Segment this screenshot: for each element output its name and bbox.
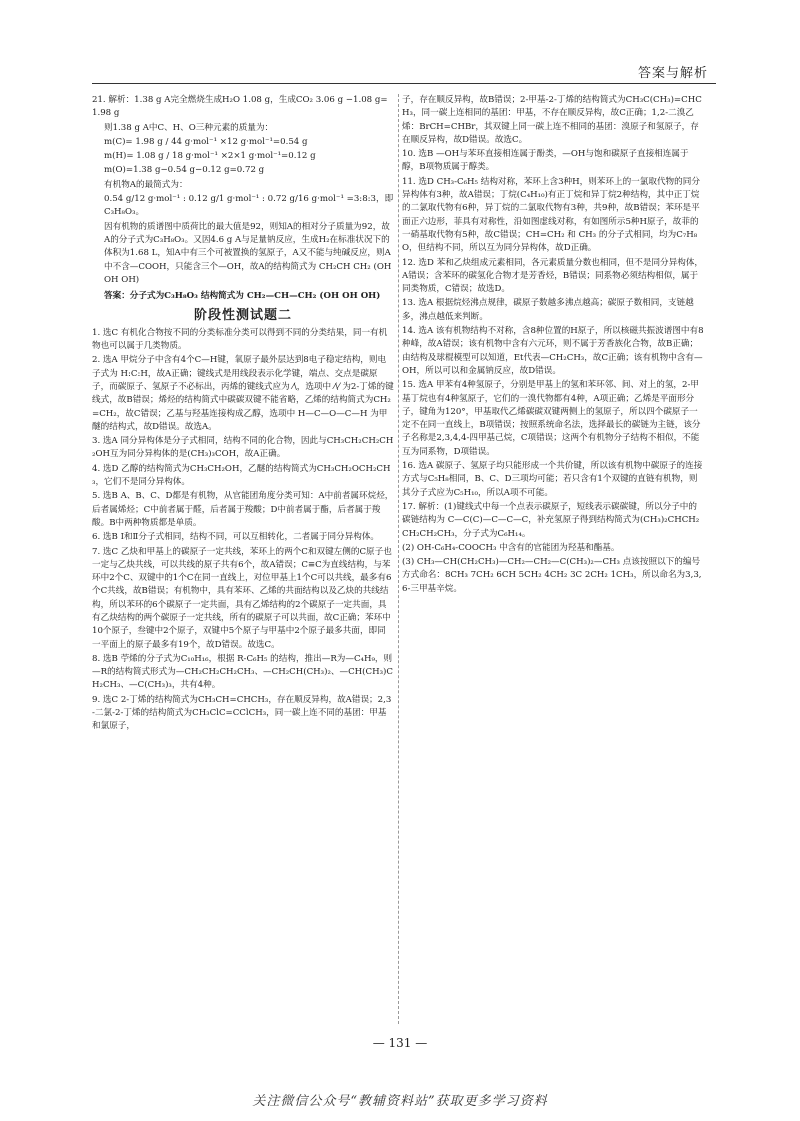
question-item: 8. 选B 苧烯的分子式为C₁₀H₁₆，根据 R-C₆H₅ 的结构，推出—R为—C₄H₉，则—R的结构简式形式为—CH₂CH₂CH₂CH₃、—CH₂CH(CH₃)₂、—CH(CH₃)CH₂CH₃、—C(CH₃)₃，共有4种。 <box>92 653 393 691</box>
question-item: 16. 选A 碳原子、氢原子均只能形成一个共价键，所以该有机物中碳原子的连接方式与C₅H₈相同，B、C、D三项均可能；若只含有1个双键的直链有机物，则其分子式应为C₅H₁₀，所以A项不可能。 <box>402 461 703 498</box>
question-item: 10. 选B —OH与苯环直接相连属于酚类，—OH与饱和碳原子直接相连属于醇，B项物质属于醇类。 <box>402 149 689 173</box>
q21-answer: 答案：分子式为C₃H₈O₃ 结构简式为 CH₂—CH—CH₂ (OH OH OH) <box>104 291 381 302</box>
section-title: 阶段性测试题二 <box>193 308 292 324</box>
q21-line-5: 有机物A的最简式为： <box>104 179 188 190</box>
q21-line-1: 则1.38 g A中C、H、O三种元素的质量为： <box>104 122 274 133</box>
left-column <box>92 94 394 735</box>
q21-line-7: 因有机物的质谱图中质荷比的最大值是92，则知A的相对分子质量为92，故A的分子式为C₃H₈O₃。又因4.6 g A与足量钠反应，生成H₂在标准状况下的体积为1.68 L，知A中有三个可被置换的氢原子，A又不能与纯碱反应，则A中不含—COOH，只能含三个—OH，故A的结构简式为 CH₂CH CH₂ (OH OH OH) <box>104 221 392 285</box>
q21-line-2: m(C)= 1.98 g / 44 g·mol⁻¹ ×12 g·mol⁻¹=0.54 g <box>104 136 308 147</box>
question-item: 子，存在顺反异构，故B错误；2-甲基-2-丁烯的结构简式为CH₃C(CH₃)=CHCH₃，同一碳上连相同的基团：甲基，不存在顺反异构，故C正确；1,2-二溴乙烯：BrCH=CHBr，其双键上同一碳上连不相同的基团：溴原子和氢原子，存在顺反异构，故D错误。故选C。 <box>402 95 702 145</box>
question-item: 15. 选A 甲苯有4种氢原子，分别是甲基上的氢和苯环邻、间、对上的氢，2-甲基丁烷也有4种氢原子，它们的一溴代物都有4种，A项正确；乙烯是平面形分子，键角为120°，甲基取代乙烯碳碳双键两侧上的氢原子，所以四个碳原子一定不在同一直线上，B项错误；按照系统命名法，选择最长的碳链为主链，该分子名称是2,3,4,4-四甲基己烷，C项错误；这两个有机物分子结构不相似，不能互为同系物，D项错误。 <box>402 380 701 457</box>
left-question-list <box>92 327 394 734</box>
q21-line-4: m(O)=1.38 g−0.54 g−0.12 g=0.72 g <box>104 165 265 176</box>
page-number: — 131 — <box>372 1036 428 1050</box>
header-rule <box>92 83 716 84</box>
question-item: 14. 选A 该有机物结构不对称，含8种位置的H原子，所以核磁共振波谱图中有8种峰，故A错误；该有机物中含有六元环，则不属于芳香族化合物，故B正确；由结构及球棍模型可以知道，Et代表—CH₂CH₃，故C正确；该有机物中含有—OH，所以可以和金属钠反应，故D错误。 <box>402 326 704 376</box>
column-divider <box>398 94 399 1024</box>
q21-line-6: 0.54 g/12 g·mol⁻¹ : 0.12 g/1 g·mol⁻¹ : 0.72 g/16 g·mol⁻¹ =3:8:3，即C₃H₈O₃。 <box>104 194 394 218</box>
question-item: 7. 选C 乙炔和甲基上的碳原子一定共线，苯环上的两个C和双键左侧的C原子也一定与乙炔共线，可以共线的原子共有6个，故A错误；C≡C为直线结构，与苯环中2个C、双键中的1个C在同一直线上，对位甲基上1个C可以共线，最多有6个C共线，故B错误；有机物中，具有苯环、乙烯的共面结构以及乙炔的共线结构，所以苯环的6个碳原子一定共面，具有乙烯结构的2个碳原子一定共面，具有乙炔结构的两个碳原子一定共线，所有的碳原子可以共面，故C正确；苯环中10个原子，叁键中2个原子，双键中5个原子与甲基中2个原子最多共面，即同一平面上的原子最多有19个，故D错误。故选C。 <box>92 546 392 650</box>
question-item: (2) OH-C₆H₄-COOCH₃ 中含有的官能团为羟基和酯基。 <box>402 542 620 553</box>
question-item: (3) CH₃—CH(CH₂CH₃)—CH₂—CH₂—C(CH₃)₂—CH₃ 点该按照以下的编号方式命名：8CH₃ 7CH₂ 6CH 5CH₂ 4CH₂ 3C 2CH₂ 1CH₃，所以命名为3,3,6-三甲基辛烷。 <box>402 557 702 594</box>
question-item: 6. 选B Ⅰ和Ⅱ分子式相同，结构不同，可以互相转化，二者属于同分异构体。 <box>92 532 380 543</box>
question-item: 4. 选D 乙醇的结构简式为CH₃CH₂OH，乙醚的结构简式为CH₃CH₂OCH₂CH₃，它们不是同分异构体。 <box>92 463 391 488</box>
header-title: 答案与解析 <box>637 66 708 81</box>
question-item: 13. 选A 根据烷烃沸点规律，碳原子数越多沸点越高；碳原子数相同，支链越多，沸点越低来判断。 <box>402 298 694 322</box>
question-item: 9. 选C 2-丁烯的结构简式为CH₃CH=CHCH₃，存在顺反异构，故A错误；2,3-二氯-2-丁烯的结构简式为CH₃ClC=CClCH₃，同一碳上连不同的基团：甲基和氯原子， <box>92 694 392 732</box>
question-item: 5. 选B A、B、C、D都是有机物，从官能团角度分类可知：A中前者属环烷烃，后者属烯烃；C中前者属于醛，后者属于羧酸；D中前者属于酯，后者属于羧酸。B中两种物质都是单质。 <box>92 491 394 528</box>
q21-line-3: m(H)= 1.08 g / 18 g·mol⁻¹ ×2×1 g·mol⁻¹=0.12 g <box>104 151 316 162</box>
right-question-list <box>402 94 704 596</box>
question-item: 3. 选A 同分异构体是分子式相同，结构不同的化合物，因此与CH₃CH₂CH₂CH₂OH互为同分异构体的是(CH₃)₃COH，故A正确。 <box>92 436 394 460</box>
question-item: 12. 选D 苯和乙炔组成元素相同，各元素质量分数也相同，但不是同分异构体，A错误；含苯环的碳氢化合物才是芳香烃，B错误；同系物必须结构相似，属于同类物质，C错误；故选D。 <box>402 257 704 295</box>
question-item: 1. 选C 有机化合物按不同的分类标准分类可以得到不同的分类结果，同一有机物也可以属于几类物质。 <box>92 327 388 352</box>
question-item: 2. 选A 甲烷分子中含有4个C—H键，氧原子最外层达到8电子稳定结构，则电子式为 H:C:H，故A正确；键线式是用线段表示化学键，端点、交点是碳原子，而碳原子、氢原子不必标出，丙烯的键线式应为 ⁄\，选项中 ⁄\⁄ 为2-丁烯的键线式，故B错误；烯烃的结构简式中碳碳双键不能省略，乙烯的结构简式为CH₂=CH₂，故C错误；乙基与羟基连接构成乙醇，选项中 H—C—O—C—H 为甲醚的结构式，故D错误。故选A。 <box>92 355 394 432</box>
q21-head: 21. 解析：1.38 g A完全燃烧生成H₂O 1.08 g，生成CO₂ 3.06 g −1.08 g=1.98 g <box>92 95 388 119</box>
question-item: 17. 解析：(1)键线式中每一个点表示碳原子，短线表示碳碳键，所以分子中的碳链结构为 C—C(C)—C—C—C，补充氢原子得到结构简式为(CH₃)₂CHCH₂CH₂CH₂CH₃，分子式为C₆H₁₄。 <box>402 501 700 539</box>
footer-note: 关注微信公众号“教辅资料站”获取更多学习资料 <box>252 1094 548 1109</box>
question-item: 11. 选D CH₃-C₆H₅ 结构对称，苯环上含3种H，则苯环上的一氯取代物的同分异构体有3种，故A错误；丁烷(C₄H₁₀)有正丁烷和异丁烷2种结构，其中正丁烷的二氯取代物有6种，异丁烷的二氯取代物有3种，共9种，故B错误；苯环是平面正六边形，菲具有对称性，沿如图虚线对称，有如图所示5种H原子，故菲的一硝基取代物有5种，故C错误；CH=CH₂ 和 CH₃ 的分子式相同，均为C₇H₈O，但结构不同，所以互为同分异构体，故D正确。 <box>402 176 700 254</box>
page-header <box>92 58 716 84</box>
right-column <box>402 94 704 597</box>
